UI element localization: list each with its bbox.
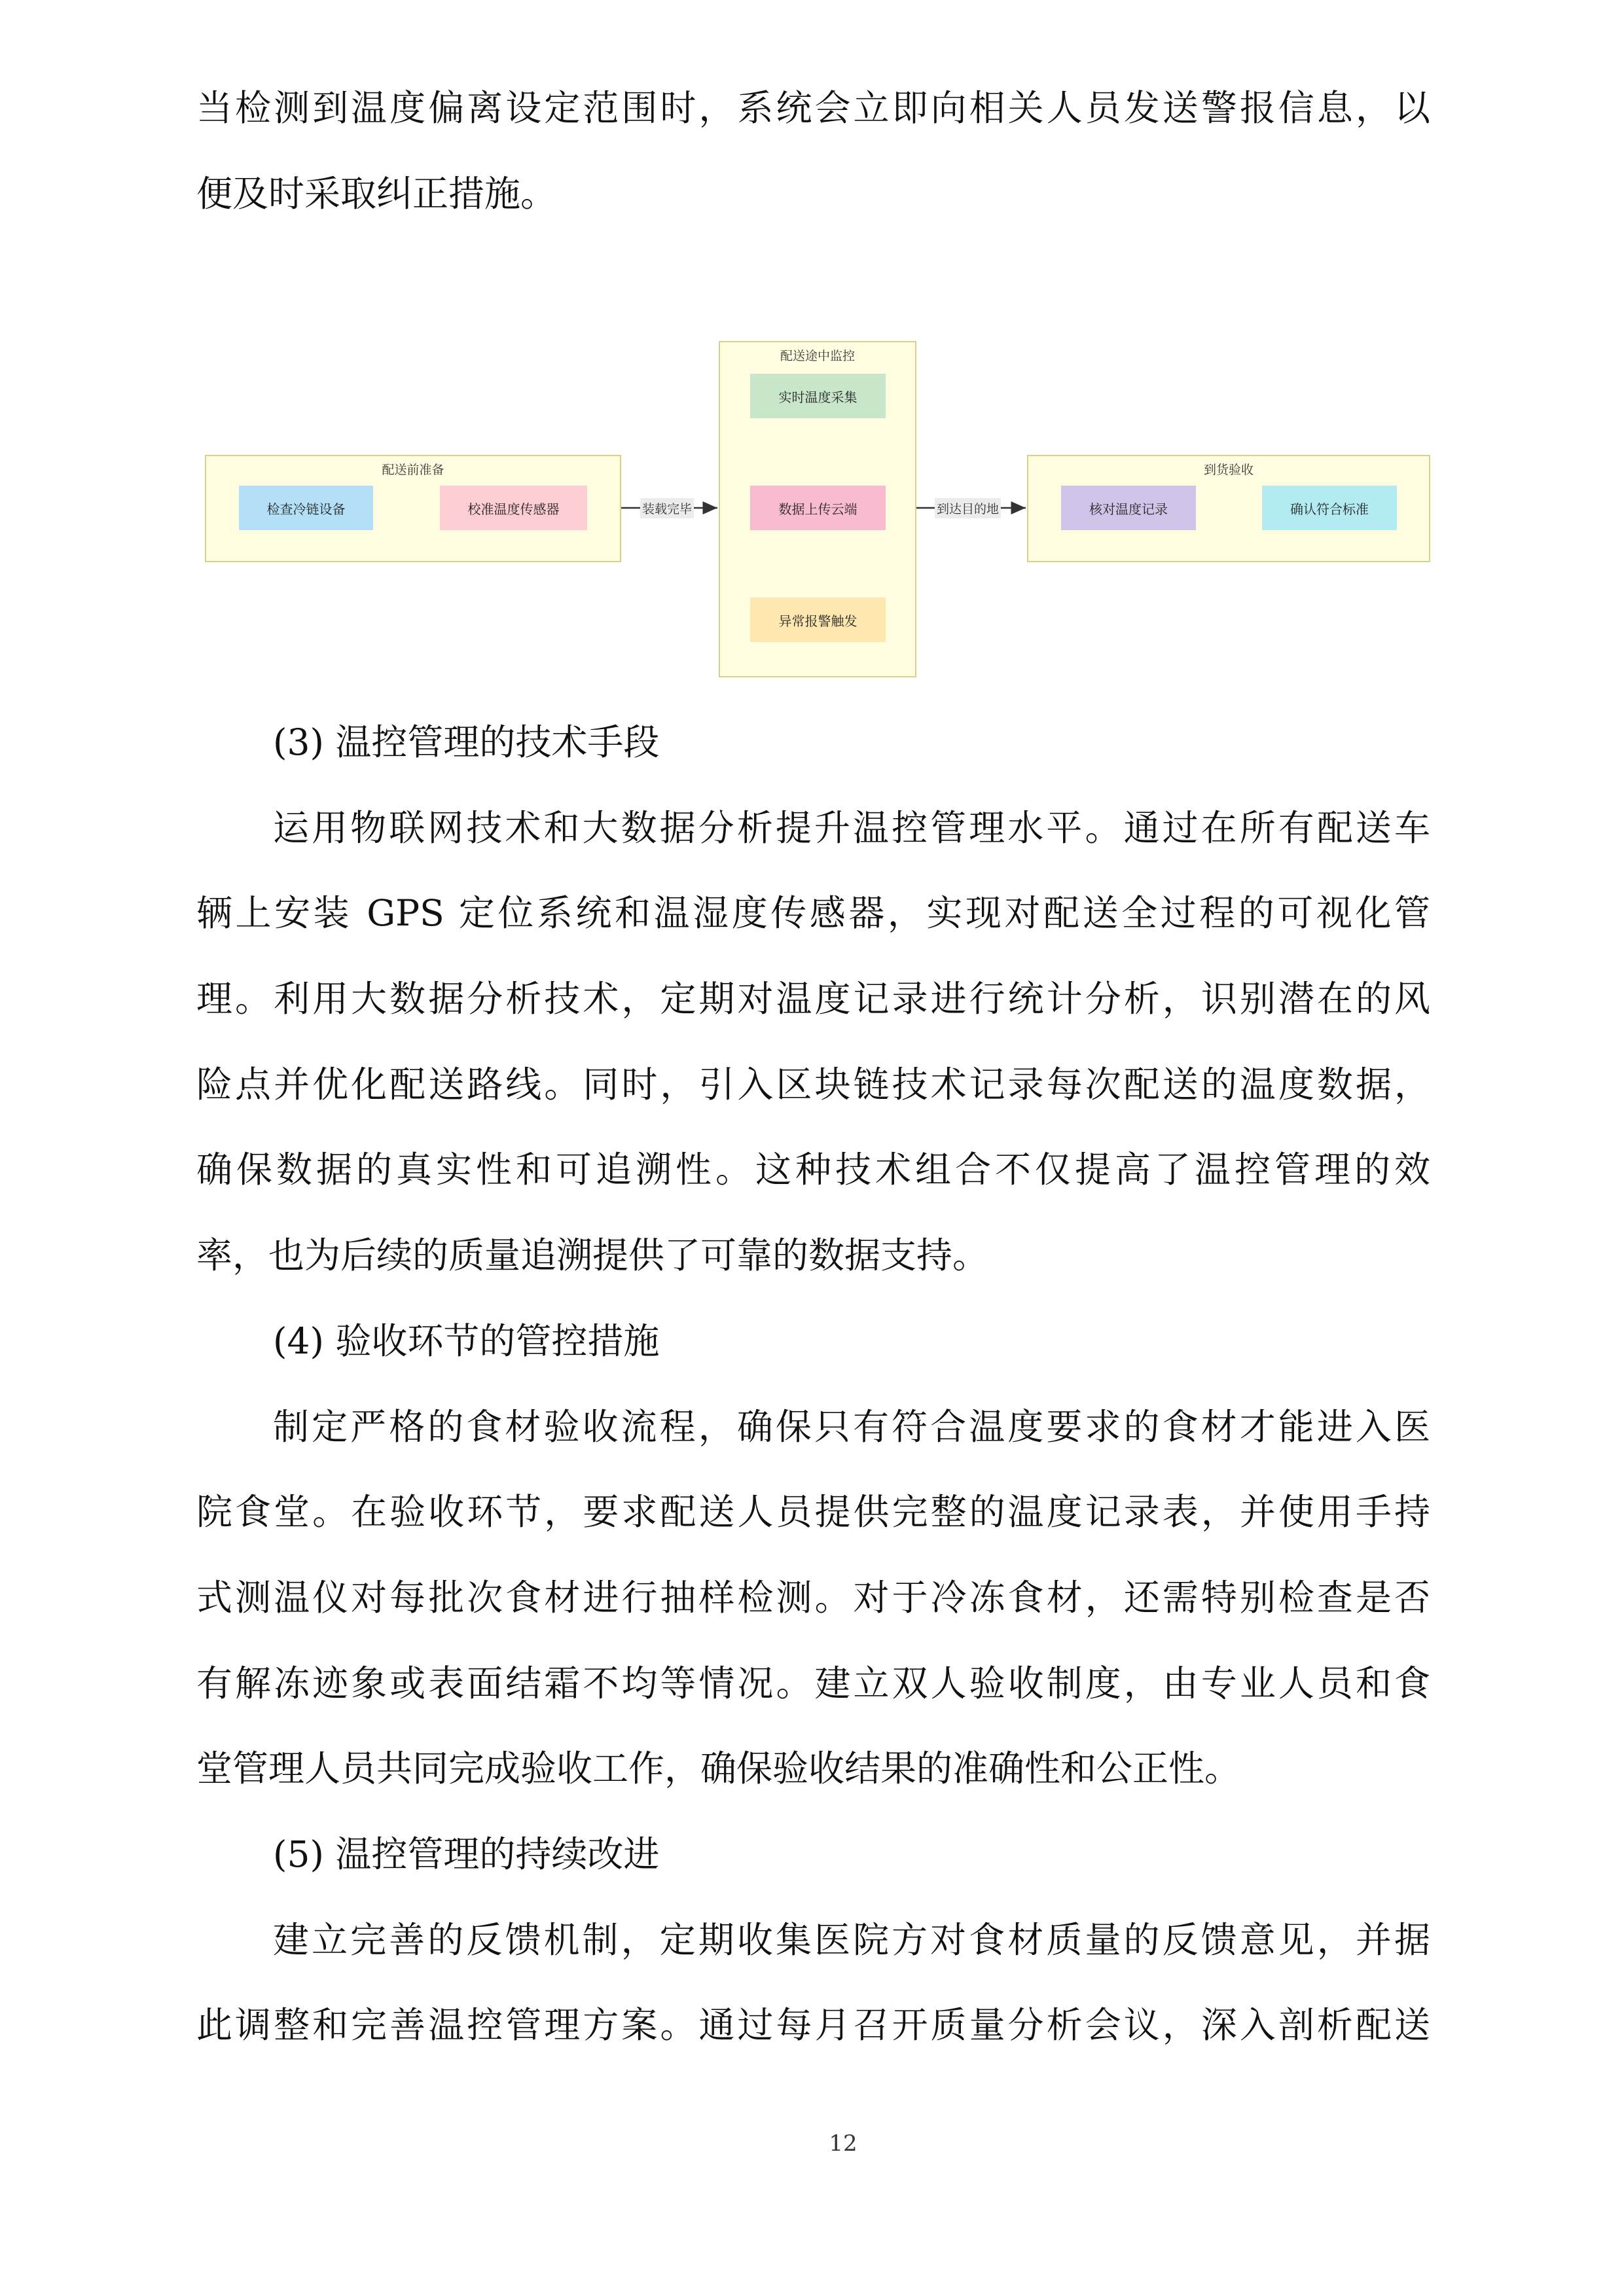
text-line: 堂管理人员共同完成验收工作，确保验收结果的准确性和公正性。 [196,1748,1241,1790]
text-line: 此调整和完善温控管理方案。通过每月召开质量分析会议，深入剖析配送 [196,2004,1430,2047]
text-line: 有解冻迹象或表面结霜不均等情况。建立双人验收制度，由专业人员和食 [196,1662,1430,1704]
node-realtime-collect: 实时温度采集 [750,374,886,418]
text-line: 便及时采取纠正措施。 [196,172,557,215]
edge-label-loaded: 装载完毕 [640,498,694,518]
section-heading: (5) 温控管理的持续改进 [273,1833,660,1875]
text-line: 制定严格的食材验收流程，确保只有符合温度要求的食材才能进入医 [273,1405,1430,1448]
node-calibrate-sensor: 校准温度传感器 [440,486,587,530]
edge-label-arrived: 到达目的地 [935,498,1001,518]
node-check-equipment: 检查冷链设备 [239,486,373,530]
text-line: 当检测到温度偏离设定范围时，系统会立即向相关人员发送警报信息，以 [196,87,1430,129]
section-heading: (3) 温控管理的技术手段 [273,721,660,763]
text-line: 率，也为后续的质量追溯提供了可靠的数据支持。 [196,1234,989,1277]
group-title: 配送前准备 [382,463,444,477]
text-line: 理。利用大数据分析技术，定期对温度记录进行统计分析，识别潜在的风 [196,978,1430,1020]
text-line: 建立完善的反馈机制，定期收集医院方对食材质量的反馈意见，并据 [273,1918,1430,1961]
node-verify-records: 核对温度记录 [1061,486,1196,530]
text-line: 辆上安装 GPS 定位系统和温湿度传感器，实现对配送全过程的可视化管 [196,892,1430,935]
text-line: 险点并优化配送路线。同时，引入区块链技术记录每次配送的温度数据， [196,1063,1430,1105]
text-line: 运用物联网技术和大数据分析提升温控管理水平。通过在所有配送车 [273,806,1430,849]
section-heading: (4) 验收环节的管控措施 [273,1319,660,1362]
text-line: 确保数据的真实性和可追溯性。这种技术组合不仅提高了温控管理的效 [196,1149,1430,1191]
node-upload-cloud: 数据上传云端 [750,486,886,530]
body-text [196,700,1430,2068]
text-line: 院食堂。在验收环节，要求配送人员提供完整的温度记录表，并使用手持 [196,1491,1430,1534]
node-alarm-trigger: 异常报警触发 [750,598,886,642]
node-confirm-standard: 确认符合标准 [1262,486,1397,530]
page-number: 12 [829,2130,857,2157]
text-line: 式测温仪对每批次食材进行抽样检测。对于冷冻食材，还需特别检查是否 [196,1576,1430,1619]
group-title: 到货验收 [1203,463,1254,477]
group-title: 配送途中监控 [780,349,855,363]
